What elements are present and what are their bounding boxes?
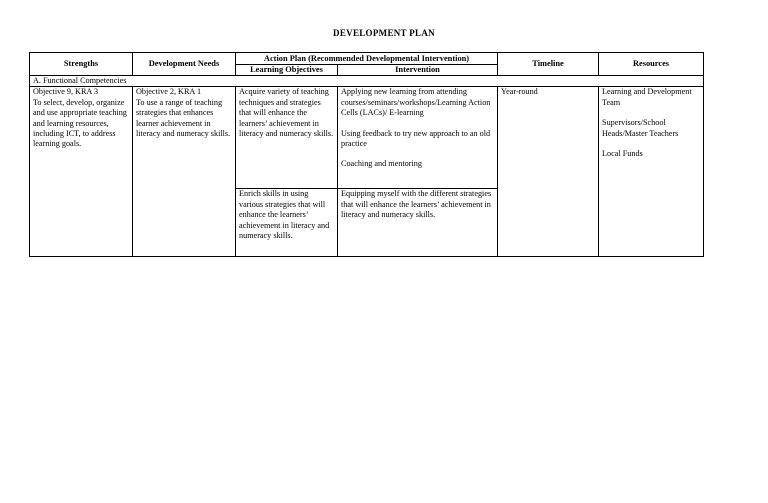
header-intervention: Intervention [338, 65, 498, 76]
strengths-cell [30, 87, 133, 257]
header-resources: Resources [599, 53, 704, 76]
intervention-item: Using feedback to try new approach to an old practice [341, 128, 491, 149]
header-action-plan: Action Plan (Recommended Developmental Intervention) [236, 53, 498, 65]
needs-objective: Objective 2, KRA 1 [136, 87, 202, 97]
resource-item: Local Funds [602, 149, 643, 159]
header-timeline: Timeline [498, 53, 599, 76]
intervention-item: Applying new learning from attending courses/seminars/workshops/Learning Action Cells (LACs)/ E-learning [341, 87, 491, 118]
learning-objective-2: Enrich skills in using various strategies that will enhance the learners’ achievement in literacy and numeracy skills. [236, 189, 338, 257]
intervention-item: Coaching and mentoring [341, 159, 422, 169]
resource-item: Learning and Development Team [602, 87, 692, 107]
section-label: A. Functional Competencies [30, 76, 704, 87]
learning-objective-1: Acquire variety of teaching techniques and strategies that will enhance the learners’ achievement in literacy and numeracy skills. [236, 87, 338, 189]
resource-item: Supervisors/School Heads/Master Teachers [602, 118, 679, 138]
timeline-cell: Year-round [498, 87, 599, 257]
intervention-cell-2: Equipping myself with the different strategies that will enhance the learners’ achievement in literacy and numeracy skills. [338, 189, 498, 257]
resources-cell [599, 87, 704, 257]
strengths-objective: Objective 9, KRA 3 [33, 87, 99, 97]
header-development-needs: Development Needs [133, 53, 236, 76]
intervention-cell-1 [338, 87, 498, 189]
header-strengths: Strengths [30, 53, 133, 76]
strengths-description: To select, develop, organize and use appropriate teaching and learning resources, including ICT, to address learning goals. [33, 97, 127, 149]
page-title: DEVELOPMENT PLAN [333, 28, 435, 38]
header-learning-objectives: Learning Objectives [236, 65, 338, 76]
development-needs-cell [133, 87, 236, 257]
needs-description: To use a range of teaching strategies that enhances learner achievement in literacy and numeracy skills. [136, 97, 231, 139]
development-plan-table [29, 52, 704, 257]
